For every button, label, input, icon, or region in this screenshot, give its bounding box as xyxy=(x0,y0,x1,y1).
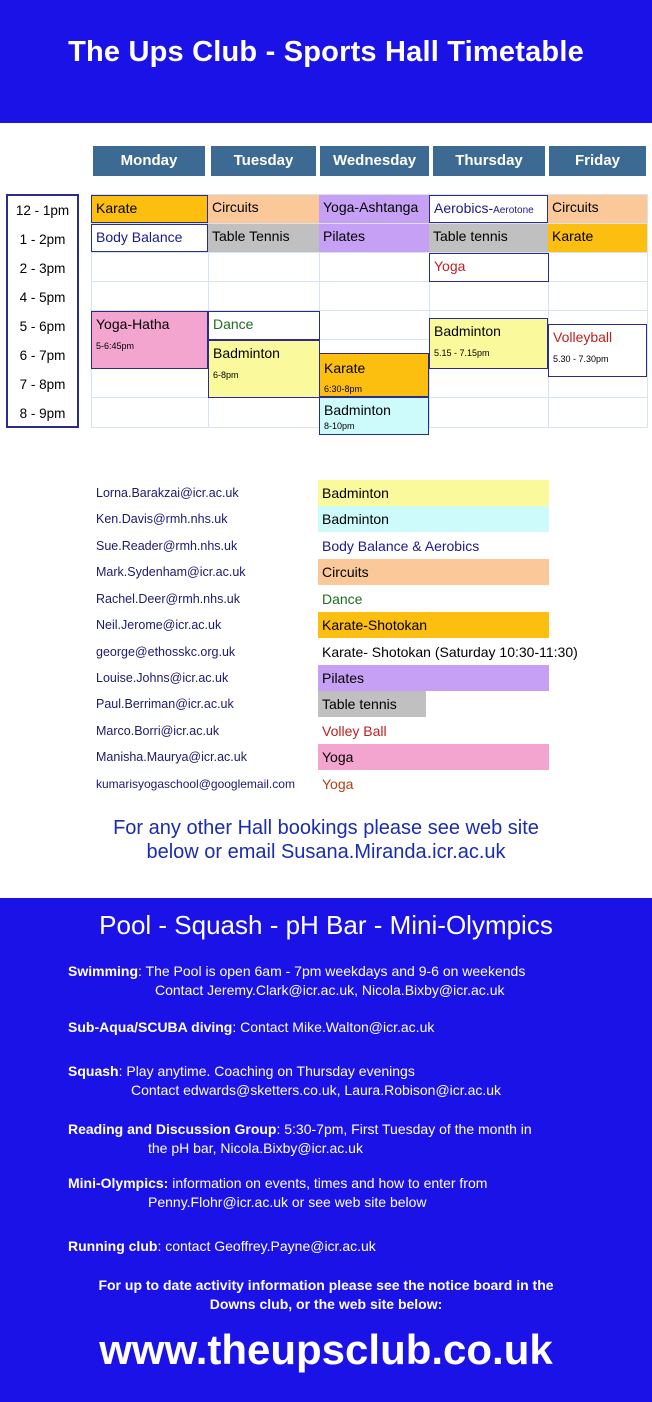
list-item xyxy=(96,533,556,559)
contact-email[interactable]: Manisha.Maurya@icr.ac.uk xyxy=(96,750,247,764)
hall-booking-note xyxy=(0,816,652,864)
contact-email[interactable]: Louise.Johns@icr.ac.uk xyxy=(96,671,229,685)
badminton-time: 6-8pm xyxy=(213,370,239,380)
yoga-hatha-time: 5-6:45pm xyxy=(96,341,135,351)
scuba-label: Sub-Aqua/SCUBA diving xyxy=(68,1019,233,1035)
list-item xyxy=(96,665,556,691)
aerotone-label: Aerotone xyxy=(493,205,534,216)
running-text[interactable]: : contact Geoffrey.Payne@icr.ac.uk xyxy=(157,1238,376,1254)
cell-thursday-badminton xyxy=(429,318,548,369)
contact-activity: Karate-Shotokan xyxy=(318,612,549,638)
day-header-wednesday: Wednesday xyxy=(320,146,429,176)
squash-text: : Play anytime. Coaching on Thursday evenings xyxy=(118,1063,415,1079)
day-header-thursday: Thursday xyxy=(433,146,545,176)
contact-email[interactable]: Neil.Jerome@icr.ac.uk xyxy=(96,618,222,632)
mini-olympics-info xyxy=(68,1174,487,1193)
grid-line xyxy=(91,252,648,253)
mini-olympics-contact[interactable]: Penny.Flohr@icr.ac.uk or see web site below xyxy=(148,1194,427,1210)
cell-thursday-aerobics xyxy=(429,195,548,223)
cell-wednesday-badminton xyxy=(319,397,429,435)
contact-activity: Yoga xyxy=(318,744,549,770)
cell-monday-yoga-hatha xyxy=(91,311,208,369)
contact-activity: Volley Ball xyxy=(322,723,387,739)
day-header-monday: Monday xyxy=(93,146,205,176)
contact-activity: Badminton xyxy=(318,506,549,532)
cell-friday-karate: Karate xyxy=(548,224,647,252)
contact-activity: Pilates xyxy=(318,665,549,691)
contact-activity: Body Balance & Aerobics xyxy=(322,538,480,554)
contact-activity: Dance xyxy=(322,591,363,607)
time-column xyxy=(6,194,79,428)
time-slot: 8 - 9pm xyxy=(19,406,66,421)
contact-activity: Badminton xyxy=(318,480,549,506)
info-line: Downs club, or the web site below: xyxy=(209,1296,443,1312)
badminton-label: Badminton xyxy=(434,323,501,339)
contact-activity: Karate- Shotokan (Saturday 10:30-11:30) xyxy=(322,644,578,660)
cell-thursday-table-tennis: Table tennis xyxy=(429,224,548,252)
badminton-label: Badminton xyxy=(213,345,280,361)
grid-line xyxy=(647,194,648,428)
time-slot: 4 - 5pm xyxy=(19,290,66,305)
time-slot: 6 - 7pm xyxy=(19,348,66,363)
footer-panel xyxy=(0,898,652,1402)
note-line: below or email Susana.Miranda.icr.ac.uk xyxy=(146,841,506,863)
yoga-hatha-label: Yoga-Hatha xyxy=(96,316,170,332)
contact-email[interactable]: Sue.Reader@rmh.nhs.uk xyxy=(96,539,238,553)
list-item xyxy=(96,559,556,585)
cell-monday-body-balance: Body Balance xyxy=(91,224,208,252)
list-item xyxy=(96,771,556,797)
volleyball-time: 5.30 - 7.30pm xyxy=(553,354,609,364)
contact-email[interactable]: kumarisyogaschool@googlemail.com xyxy=(96,777,295,791)
cell-friday-volleyball xyxy=(548,324,647,377)
contact-email[interactable]: Marco.Borri@icr.ac.uk xyxy=(96,724,220,738)
list-item xyxy=(96,691,556,717)
time-slot: 7 - 8pm xyxy=(19,377,66,392)
contact-activity: Circuits xyxy=(318,559,549,585)
contact-email[interactable]: Ken.Davis@rmh.nhs.uk xyxy=(96,512,228,526)
time-slot: 12 - 1pm xyxy=(15,203,70,218)
list-item xyxy=(96,639,578,665)
swimming-contact[interactable]: Contact Jeremy.Clark@icr.ac.uk, Nicola.Bixby@icr.ac.uk xyxy=(155,982,505,998)
badminton-time: 8-10pm xyxy=(324,421,355,431)
list-item xyxy=(96,480,556,506)
squash-contact[interactable]: Contact edwards@sketters.co.uk, Laura.Robison@icr.ac.uk xyxy=(131,1082,502,1098)
reading-label: Reading and Discussion Group xyxy=(68,1121,277,1137)
contact-email[interactable]: Paul.Berriman@icr.ac.uk xyxy=(96,697,234,711)
running-label: Running club xyxy=(68,1238,158,1254)
cell-monday-karate: Karate xyxy=(91,195,208,223)
website-link[interactable]: www.theupsclub.co.uk xyxy=(99,1326,553,1373)
swimming-label: Swimming xyxy=(68,963,139,979)
reading-group-info xyxy=(68,1120,532,1139)
info-line: For up to date activity information please see the notice board in the xyxy=(98,1277,554,1293)
badminton-label: Badminton xyxy=(324,402,391,418)
swimming-text: : The Pool is open 6am - 7pm weekdays and 9-6 on weekends xyxy=(138,963,526,979)
cell-tuesday-circuits: Circuits xyxy=(208,195,319,223)
cell-wednesday-pilates: Pilates xyxy=(319,224,429,252)
cell-tuesday-dance: Dance xyxy=(208,311,320,340)
contact-email[interactable]: Rachel.Deer@rmh.nhs.uk xyxy=(96,592,240,606)
badminton-time: 5.15 - 7.15pm xyxy=(434,348,490,358)
cell-tuesday-table-tennis: Table Tennis xyxy=(208,224,319,252)
contact-email[interactable]: Mark.Sydenham@icr.ac.uk xyxy=(96,565,246,579)
contact-activity: Table tennis xyxy=(318,691,426,717)
day-header-friday: Friday xyxy=(549,146,646,176)
footer-heading: Pool - Squash - pH Bar - Mini-Olympics xyxy=(99,910,553,940)
squash-label: Squash xyxy=(68,1063,119,1079)
reading-group-contact[interactable]: the pH bar, Nicola.Bixby@icr.ac.uk xyxy=(148,1140,363,1156)
day-header-tuesday: Tuesday xyxy=(211,146,316,176)
running-club-info xyxy=(68,1237,376,1256)
scuba-info xyxy=(68,1018,434,1037)
contact-activity: Yoga xyxy=(322,776,354,792)
list-item xyxy=(96,744,556,770)
time-slot: 5 - 6pm xyxy=(19,319,66,334)
list-item xyxy=(96,718,556,744)
contact-email[interactable]: Lorna.Barakzai@icr.ac.uk xyxy=(96,486,239,500)
header-banner xyxy=(0,0,652,123)
list-item xyxy=(96,506,556,532)
volleyball-label: Volleyball xyxy=(553,329,613,345)
reading-text: : 5:30-7pm, First Tuesday of the month in xyxy=(276,1121,532,1137)
grid-line xyxy=(91,281,648,282)
page-title: The Ups Club - Sports Hall Timetable xyxy=(68,36,584,68)
olympics-text: information on events, times and how to enter from xyxy=(168,1175,488,1191)
list-item xyxy=(96,586,556,612)
karate-time: 6:30-8pm xyxy=(324,384,363,394)
contact-email[interactable]: george@ethosskc.org.uk xyxy=(96,645,236,659)
cell-wednesday-yoga-ashtanga: Yoga-Ashtanga xyxy=(319,195,429,223)
time-slot: 1 - 2pm xyxy=(19,232,66,247)
cell-wednesday-karate xyxy=(319,353,429,397)
squash-info xyxy=(68,1062,415,1081)
cell-thursday-yoga: Yoga xyxy=(429,253,549,282)
cell-tuesday-badminton xyxy=(208,340,320,398)
scuba-text[interactable]: : Contact Mike.Walton@icr.ac.uk xyxy=(232,1019,435,1035)
olympics-label: Mini-Olympics: xyxy=(68,1175,169,1191)
note-line: For any other Hall bookings please see web site xyxy=(113,817,539,839)
cell-friday-circuits: Circuits xyxy=(548,195,647,223)
karate-label: Karate xyxy=(324,360,366,376)
list-item xyxy=(96,612,556,638)
aerobics-label: Aerobics- xyxy=(434,200,494,216)
time-slot: 2 - 3pm xyxy=(19,261,66,276)
swimming-info xyxy=(68,962,525,981)
